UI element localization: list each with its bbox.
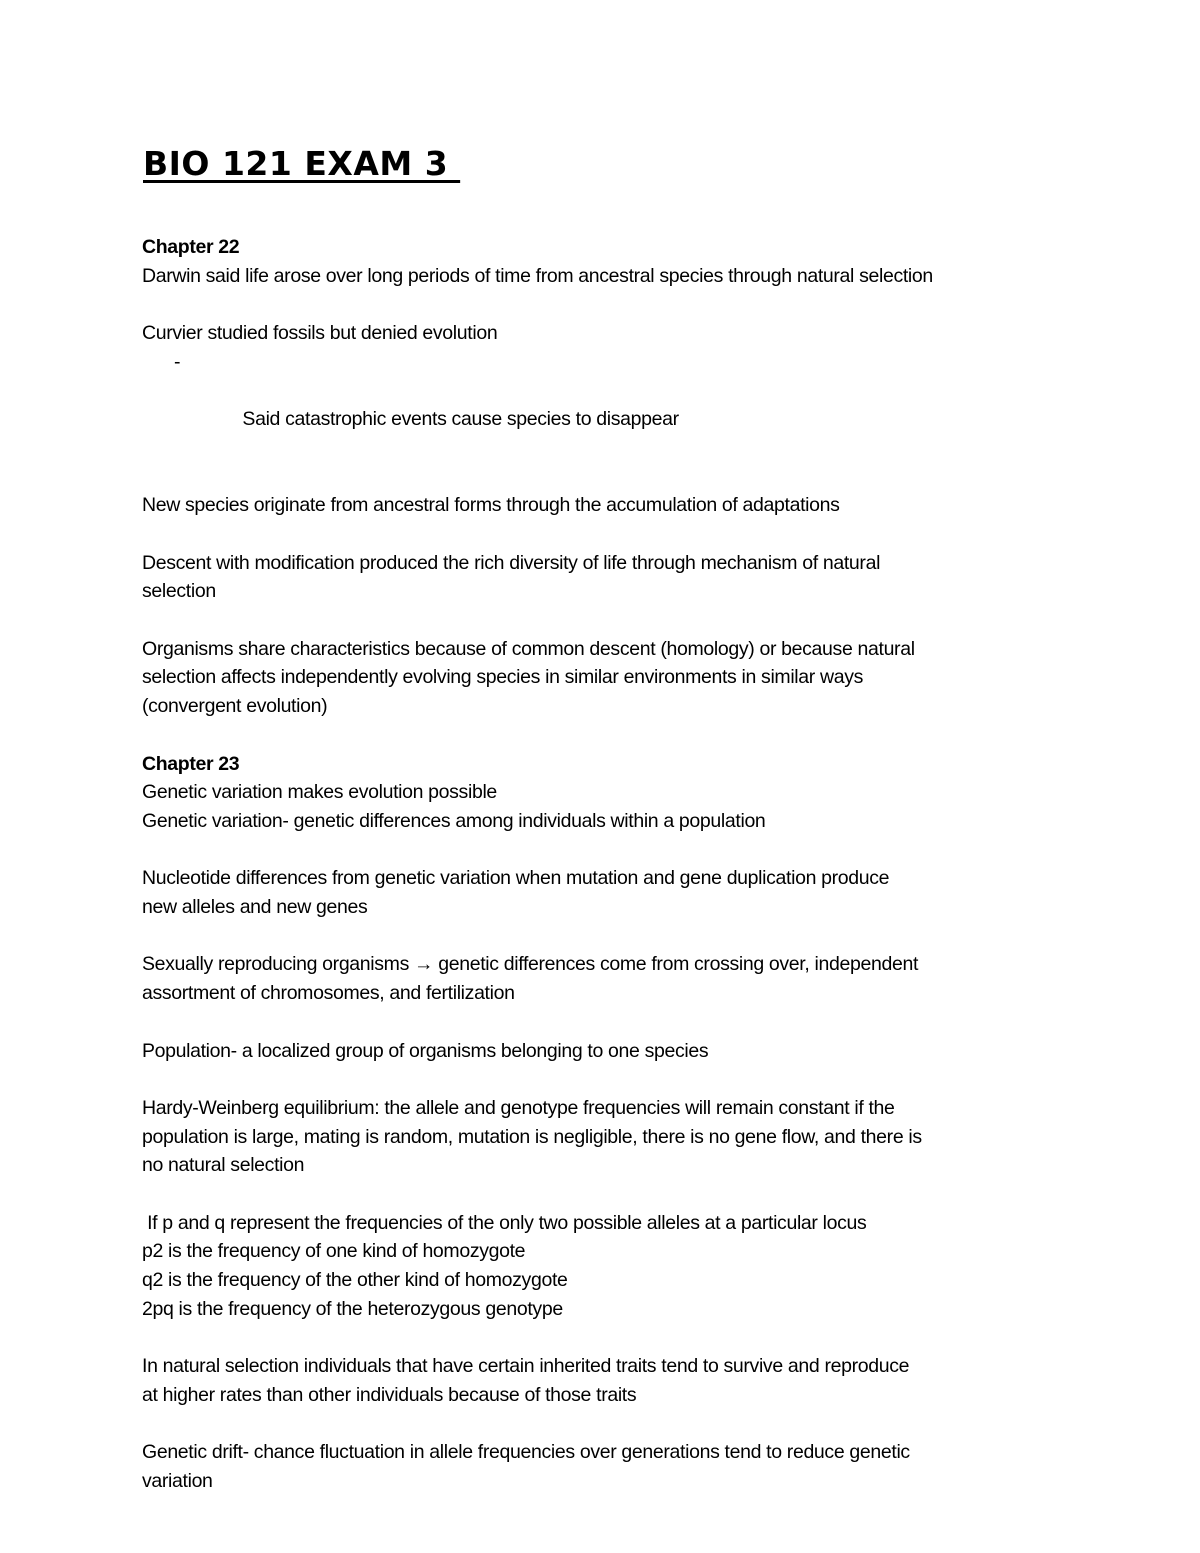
paragraph-hardy-weinberg-line-2: population is large, mating is random, mutation is negligible, there is no gene flow, and there is — [142, 1125, 922, 1148]
paragraph-organisms-line-2: selection affects independently evolving species in similar environments in similar ways — [142, 666, 864, 689]
paragraph-genetic-variation-line-1: Genetic variation makes evolution possible — [142, 781, 497, 804]
spacer — [142, 606, 1072, 635]
paragraph-nucleotide-line-2: new alleles and new genes — [142, 896, 368, 919]
paragraph-genetic-drift-line-1: Genetic drift- chance fluctuation in allele frequencies over generations tend to reduce genetic — [142, 1441, 910, 1464]
paragraph-hardy-weinberg-line-3: no natural selection — [142, 1154, 305, 1177]
bullet-dash: - — [174, 350, 181, 373]
paragraph-curvier: Curvier studied fossils but denied evolution — [142, 322, 498, 345]
spacer — [142, 1065, 1072, 1094]
spacer — [142, 836, 1072, 865]
paragraph-genetic-variation-line-2: Genetic variation- genetic differences among individuals within a population — [142, 809, 766, 832]
paragraph-allele-freq-line-4: 2pq is the frequency of the heterozygous genotype — [142, 1297, 563, 1320]
document-body — [142, 233, 1072, 1496]
paragraph-allele-freq-line-3: q2 is the frequency of the other kind of homozygote — [142, 1269, 568, 1292]
paragraph-new-species: New species originate from ancestral forms through the accumulation of adaptations — [142, 494, 840, 517]
paragraph-natural-selection-line-2: at higher rates than other individuals because of those traits — [142, 1383, 637, 1406]
spacer — [142, 1008, 1072, 1037]
paragraph-population: Population- a localized group of organisms belonging to one species — [142, 1039, 709, 1062]
paragraph-sexually-line-2: assortment of chromosomes, and fertilization — [142, 982, 515, 1005]
spacer — [142, 1324, 1072, 1353]
paragraph-descent-line-1: Descent with modification produced the rich diversity of life through mechanism of natural — [142, 551, 881, 574]
paragraph-genetic-drift-line-2: variation — [142, 1470, 213, 1493]
paragraph-sexually-line-1: Sexually reproducing organisms → genetic differences come from crossing over, independent — [142, 953, 919, 976]
paragraph-organisms-line-3: (convergent evolution) — [142, 695, 328, 718]
paragraph-natural-selection-line-1: In natural selection individuals that have certain inherited traits tend to survive and reproduce — [142, 1355, 910, 1378]
paragraph-allele-freq-line-1: If p and q represent the frequencies of the only two possible alleles at a particular locus — [142, 1211, 867, 1234]
spacer — [142, 520, 1072, 549]
paragraph-allele-freq-line-2: p2 is the frequency of one kind of homozygote — [142, 1240, 526, 1263]
spacer — [142, 1410, 1072, 1439]
spacer — [142, 721, 1072, 750]
paragraph-hardy-weinberg-line-1: Hardy-Weinberg equilibrium: the allele and genotype frequencies will remain constant if the — [142, 1096, 895, 1119]
chapter-23-heading: Chapter 23 — [142, 752, 240, 775]
spacer — [142, 922, 1072, 951]
paragraph-darwin: Darwin said life arose over long periods of time from ancestral species through natural selection — [142, 264, 933, 287]
document-title: BIO 121 EXAM 3 — [143, 144, 461, 183]
paragraph-nucleotide-line-1: Nucleotide differences from genetic variation when mutation and gene duplication produce — [142, 867, 890, 890]
bullet-item — [142, 348, 1072, 463]
paragraph-organisms-line-1: Organisms share characteristics because of common descent (homology) or because natural — [142, 637, 915, 660]
chapter-22-heading: Chapter 22 — [142, 236, 240, 258]
bullet-text: Said catastrophic events cause species to disappear — [242, 408, 679, 431]
paragraph-descent-line-2: selection — [142, 580, 216, 603]
spacer — [142, 290, 1072, 319]
spacer — [142, 1180, 1072, 1209]
spacer — [142, 463, 1072, 492]
